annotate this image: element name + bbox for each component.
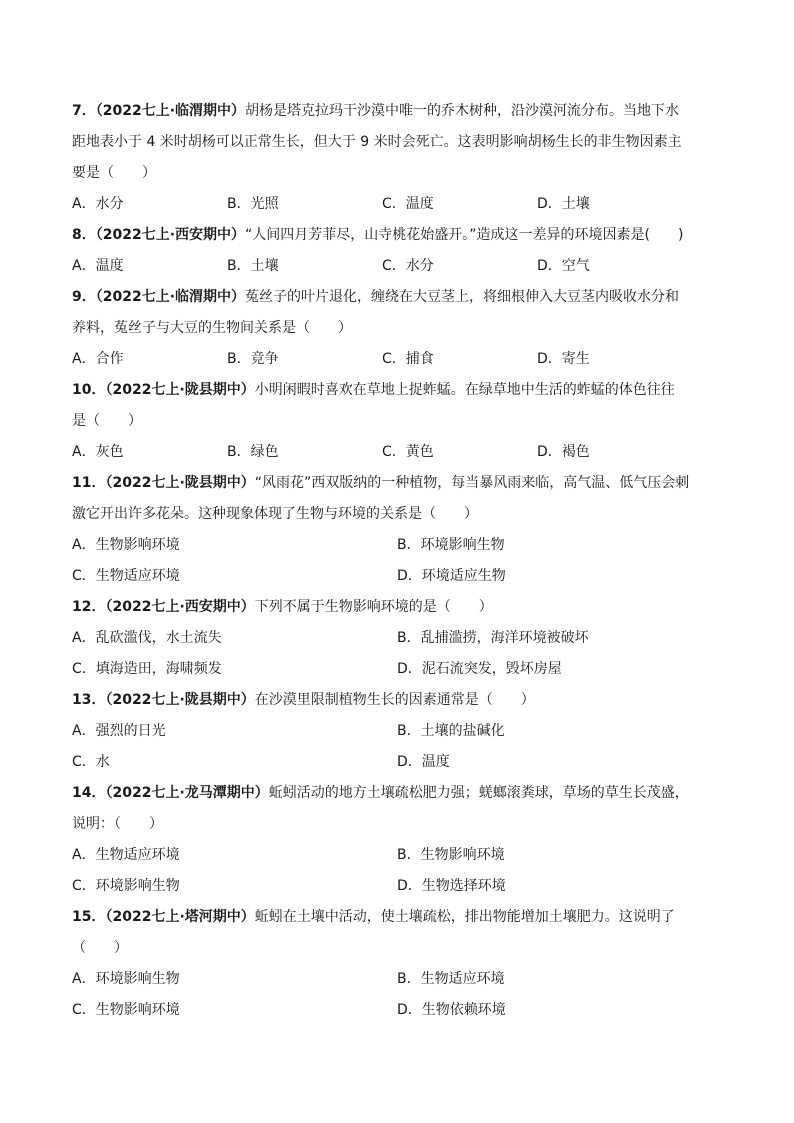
question-11-options-row-2 <box>72 561 692 592</box>
option-d: D．环境适应生物 <box>397 568 506 584</box>
question-14-options-row-2 <box>72 871 692 902</box>
question-9 <box>72 282 692 375</box>
question-text: 在沙漠里限制植物生长的因素通常是（ ） <box>254 692 535 708</box>
option-d: D．土壤 <box>537 196 590 212</box>
option-a: A．乱砍滥伐，水土流失 <box>72 630 222 646</box>
question-text: 蚯蚓在土壤中活动，使土壤疏松，排出物能增加土壤肥力。这说明了 <box>254 909 675 925</box>
question-7-line-3: 要是（ ） <box>72 165 156 181</box>
question-15-options-row-1 <box>72 964 692 995</box>
question-number: 9． <box>72 289 96 305</box>
question-text: 下列不属于生物影响环境的是（ ） <box>254 599 493 615</box>
question-7-line-1 <box>72 96 692 127</box>
question-11-options-row-1 <box>72 530 692 561</box>
question-9-line-1 <box>72 282 692 313</box>
option-a: A．灰色 <box>72 444 124 460</box>
question-list <box>72 96 692 1026</box>
question-13 <box>72 685 692 778</box>
option-b: B．绿色 <box>227 444 279 460</box>
question-15-line-1 <box>72 902 692 933</box>
option-b: B．环境影响生物 <box>397 537 505 553</box>
option-c: C．环境影响生物 <box>72 878 180 894</box>
option-b: B．土壤的盐碱化 <box>397 723 505 739</box>
question-12-options-row-2 <box>72 654 692 685</box>
option-c: C．生物影响环境 <box>72 1002 180 1018</box>
question-source: （2022七上·陇县期中） <box>105 475 255 491</box>
option-a: A．生物影响环境 <box>72 537 180 553</box>
option-c: C．水 <box>72 754 110 770</box>
question-11-line-1 <box>72 468 692 499</box>
question-source: （2022七上·陇县期中） <box>105 692 255 708</box>
question-number: 12． <box>72 599 106 615</box>
question-10-line-2: 是（ ） <box>72 413 142 429</box>
question-15-line-2: （ ） <box>72 940 128 956</box>
question-source: （2022七上·陇县期中） <box>105 382 255 398</box>
question-number: 15． <box>72 909 106 925</box>
option-b: B．生物适应环境 <box>397 971 505 987</box>
question-7-line-2: 距地表小于 4 米时胡杨可以正常生长，但大于 9 米时会死亡。这表明影响胡杨生长的非生物因素主 <box>72 134 682 150</box>
option-b: B．生物影响环境 <box>397 847 505 863</box>
question-14-line-2: 说明：（ ） <box>72 816 163 832</box>
option-c: C．温度 <box>382 196 434 212</box>
question-source: （2022七上·塔河期中） <box>105 909 255 925</box>
question-text: “风雨花”西双版纳的一种植物，每当暴风雨来临，高气温、低气压会刺 <box>254 475 690 491</box>
question-14 <box>72 778 692 902</box>
option-d: D．生物选择环境 <box>397 878 506 894</box>
option-a: A．温度 <box>72 258 124 274</box>
option-c: C．水分 <box>382 258 434 274</box>
question-11 <box>72 468 692 592</box>
question-14-options-row-1 <box>72 840 692 871</box>
question-number: 14． <box>72 785 106 801</box>
question-8 <box>72 220 692 282</box>
option-b: B．竞争 <box>227 351 279 367</box>
option-d: D．泥石流突发，毁坏房屋 <box>397 661 562 677</box>
question-source: （2022七上·西安期中） <box>105 599 255 615</box>
question-12 <box>72 592 692 685</box>
option-b: B．光照 <box>227 196 279 212</box>
question-13-options-row-2 <box>72 747 692 778</box>
question-13-line-1 <box>72 685 692 716</box>
question-15 <box>72 902 692 1026</box>
question-number: 10． <box>72 382 106 398</box>
question-number: 11． <box>72 475 106 491</box>
option-a: A．环境影响生物 <box>72 971 180 987</box>
question-10-line-1 <box>72 375 692 406</box>
option-c: C．生物适应环境 <box>72 568 180 584</box>
question-9-options <box>72 344 692 375</box>
question-source: （2022七上·西安期中） <box>95 227 246 243</box>
option-d: D．空气 <box>537 258 590 274</box>
question-8-options <box>72 251 692 282</box>
question-7 <box>72 96 692 220</box>
option-b: B．土壤 <box>227 258 279 274</box>
option-d: D．褐色 <box>537 444 590 460</box>
question-15-options-row-2 <box>72 995 692 1026</box>
option-c: C．捕食 <box>382 351 434 367</box>
option-a: A．水分 <box>72 196 124 212</box>
question-number: 13． <box>72 692 106 708</box>
option-d: D．生物依赖环境 <box>397 1002 506 1018</box>
option-d: D．寄生 <box>537 351 590 367</box>
question-text: 胡杨是塔克拉玛干沙漠中唯一的乔木树种，沿沙漠河流分布。当地下水 <box>245 103 680 119</box>
question-source: （2022七上·临渭期中） <box>95 289 246 305</box>
question-8-line-1 <box>72 220 692 251</box>
option-a: A．生物适应环境 <box>72 847 180 863</box>
question-7-options <box>72 189 692 220</box>
question-source: （2022七上·龙马潭期中） <box>105 785 269 801</box>
question-12-options-row-1 <box>72 623 692 654</box>
question-number: 8． <box>72 227 96 243</box>
option-a: A．强烈的日光 <box>72 723 166 739</box>
question-text: 小明闲暇时喜欢在草地上捉蚱蜢。在绿草地中生活的蚱蜢的体色往往 <box>254 382 675 398</box>
question-text: “人间四月芳菲尽，山寺桃花始盛开。”造成这一差异的环境因素是( ) <box>245 227 684 243</box>
question-14-line-1 <box>72 778 692 809</box>
question-11-line-2: 激它开出许多花朵。这种现象体现了生物与环境的关系是（ ） <box>72 506 478 522</box>
option-c: C．填海造田，海啸频发 <box>72 661 222 677</box>
question-source: （2022七上·临渭期中） <box>95 103 246 119</box>
option-d: D．温度 <box>397 754 450 770</box>
question-text: 蚯蚓活动的地方土壤疏松肥力强；蜣螂滚粪球，草场的草生长茂盛， <box>268 785 689 801</box>
question-number: 7． <box>72 103 96 119</box>
question-10 <box>72 375 692 468</box>
option-b: B．乱捕滥捞，海洋环境被破坏 <box>397 630 589 646</box>
question-13-options-row-1 <box>72 716 692 747</box>
question-12-line-1 <box>72 592 692 623</box>
option-c: C．黄色 <box>382 444 434 460</box>
question-10-options <box>72 437 692 468</box>
question-text: 菟丝子的叶片退化，缠绕在大豆茎上，将细根伸入大豆茎内吸收水分和 <box>245 289 680 305</box>
option-a: A．合作 <box>72 351 124 367</box>
question-9-line-2: 养料，菟丝子与大豆的生物间关系是（ ） <box>72 320 352 336</box>
